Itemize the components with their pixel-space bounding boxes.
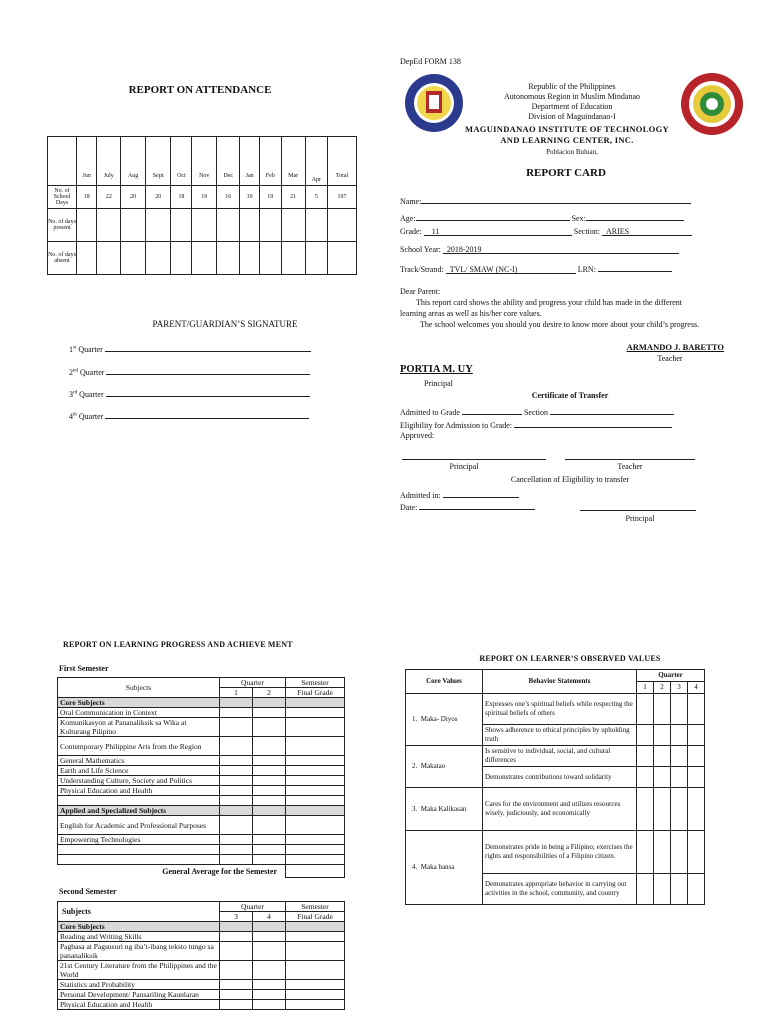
table-row: Reading and Writing Skills — [58, 932, 345, 942]
month-nov: Nov — [192, 137, 217, 186]
month-dec: Dec — [217, 137, 240, 186]
guardian-q3[interactable]: 3rd Quarter — [69, 387, 310, 399]
guardian-q2[interactable]: 2nd Quarter — [69, 365, 310, 377]
progress-title: REPORT ON LEARNING PROGRESS AND ACHIEVE MENT — [63, 640, 293, 649]
values-row: Demonstrates contributions toward solidarity — [406, 767, 705, 788]
transfer-eligibility[interactable]: Eligibility for Admission to Grade: — [400, 418, 672, 430]
report-card-title: REPORT CARD — [526, 167, 606, 179]
school-name: MAGUINDANAO INSTITUTE OF TECHNOLOGY AND LEARNING CENTER, INC. — [465, 124, 669, 145]
month-aug: Aug — [121, 137, 146, 186]
principal-signature-line[interactable] — [402, 459, 546, 460]
guardian-title: PARENT/GUARDIAN’S SIGNATURE — [152, 319, 298, 329]
cancel-principal: Principal — [625, 514, 655, 523]
guardian-q4[interactable]: 4th Quarter — [69, 409, 309, 421]
cancel-title: Cancellation of Eligibility to transfer — [510, 475, 630, 484]
values-row: Demonstrates appropriate behavior in carrying out activities in the school, community, and country — [406, 874, 705, 905]
table-row: General Mathematics — [58, 756, 345, 766]
first-semester-table: Subjects Quarter Semester 1 2 Final Grade Core Subjects Oral Communication in Context Komunikasyon at Pananaliksik sa Wika at Kulturang Pilipino Contemporary Philippine Arts from the Region General Mathematics Earth and Life Science Understanding Culture, Society and Politics Physical Education and Health Applied and Specialized Subjects English for Academic and Professional Purposes Empowering Technologies General Average for the Semester — [57, 677, 345, 878]
table-row: Understanding Culture, Society and Politics — [58, 776, 345, 786]
table-row: Physical Education and Health — [58, 1000, 345, 1010]
table-row: Statistics and Probability — [58, 980, 345, 990]
table-row: Komunikasyon at Pananaliksik sa Wika at Kulturang Pilipino — [58, 718, 345, 737]
values-row: 1. Maka- Diyos Expresses one’s spiritual beliefs while respecting the spiritual beliefs of others — [406, 694, 705, 725]
observed-values-table: Core Values Behavior Statements Quarter 1 2 3 4 1. Maka- Diyos Expresses one’s spiritual beliefs while respecting the spiritual beliefs of others Shows adherence to ethical principles by upholding truth 2. Makatao Is sensitive to individual, social, and cultural differences Demonstrates contributions toward solidarity 3. Maka Kalikasan Cares for the environment and utilizes resources wisely, judiciously, and economically 4. Maka bansa Demonstrates pride in being a Filipino; exercises the rights and responsibilities of a Filipino citizen. Demonstrates appropriate behavior in carrying out activities in the school, community, and country — [405, 669, 705, 905]
table-row: 21st Century Literature from the Philippines and the World — [58, 961, 345, 980]
principal-name: PORTIA M. UY — [400, 364, 473, 375]
month-jan: Jan — [240, 137, 260, 186]
header-lines: Republic of the Philippines Autonomous Region in Muslim Mindanao Department of Education Division of Maguindanao-I — [504, 82, 640, 121]
cancel-admitted[interactable]: Admitted in: — [400, 488, 519, 500]
cancel-date[interactable]: Date: — [400, 500, 535, 512]
month-feb: Feb — [259, 137, 281, 186]
parent-letter: Dear Parent: This report card shows the ability and progress your child has made in the different learning areas as well as his/her core values. The school welcomes you should you desire to know more about your child’s progress. — [400, 287, 700, 329]
month-total: Total — [328, 137, 357, 186]
teacher-signature-line[interactable] — [565, 459, 695, 460]
table-row: Physical Education and Health — [58, 786, 345, 796]
attendance-title: REPORT ON ATTENDANCE — [128, 84, 272, 96]
values-title: REPORT ON LEARNER’S OBSERVED VALUES — [479, 654, 661, 663]
general-average-row: General Average for the Semester — [58, 865, 345, 878]
transfer-title: Certificate of Transfer — [531, 391, 609, 400]
attendance-row-present: No. of days present — [48, 209, 357, 242]
transfer-admitted[interactable]: Admitted to Grade Section — [400, 405, 674, 417]
guardian-q1[interactable]: 1st Quarter — [69, 342, 311, 354]
transfer-principal: Principal — [449, 462, 479, 471]
transfer-approved: Approved: — [400, 431, 435, 440]
attendance-row-absent: No. of days absent — [48, 242, 357, 275]
month-jun: Jun — [77, 137, 97, 186]
values-row: Shows adherence to ethical principles by upholding truth — [406, 725, 705, 746]
second-semester-table: Subjects Quarter Semester 3 4 Final Grade Core Subjects Reading and Writing Skills Pagbasa at Pagsusuri ng iba’t-ibang teksto tungo sa pananaliksik 21st Century Literature from the Philippines and the World Statistics and Probability Personal Development/ Pansariling Kaunlaran Physical Education and Health — [57, 901, 345, 1010]
values-row: 4. Maka bansa Demonstrates pride in being a Filipino; exercises the rights and responsibilities of a Filipino citizen. — [406, 831, 705, 874]
table-row: Empowering Technologies — [58, 835, 345, 845]
name-field[interactable]: Name: — [400, 194, 691, 206]
attendance-header-row — [48, 137, 357, 186]
month-jul: July — [97, 137, 121, 186]
month-apr: Apr — [305, 137, 328, 186]
teacher-name: ARMANDO J. BARETTO — [626, 342, 724, 352]
first-semester-label: First Semester — [59, 664, 109, 673]
grade-section-field[interactable]: Grade: 11 Section: ARIES — [400, 227, 692, 236]
track-lrn-field[interactable]: Track/Strand: TVL/ SMAW (NC-I) LRN: — [400, 262, 672, 274]
attendance-table — [47, 136, 357, 275]
teacher-role: Teacher — [657, 354, 683, 363]
table-row: Pagbasa at Pagsusuri ng iba’t-ibang teksto tungo sa pananaliksik — [58, 942, 345, 961]
form-number: DepEd FORM 138 — [400, 57, 461, 66]
school-seal-icon — [680, 72, 744, 136]
month-oct: Oct — [171, 137, 192, 186]
values-row: 2. Makatao Is sensitive to individual, social, and cultural differences — [406, 746, 705, 767]
table-row: English for Academic and Professional Purposes — [58, 816, 345, 835]
school-year-field[interactable]: School Year: 2018-2019 — [400, 245, 679, 254]
table-row: Earth and Life Science — [58, 766, 345, 776]
school-address: Poblacion Buluan, — [546, 148, 598, 156]
attendance-row-school-days: No. of School Days 18 22 20 20 18 19 16 19 19 21 5 197 — [48, 186, 357, 209]
age-sex-field[interactable]: Age: Sex: — [400, 211, 684, 223]
cancel-principal-line[interactable] — [580, 510, 696, 511]
table-row: Personal Development/ Pansariling Kaunlaran — [58, 990, 345, 1000]
transfer-teacher: Teacher — [617, 462, 643, 471]
values-row: 3. Maka Kalikasan Cares for the environment and utilizes resources wisely, judiciously, and economically — [406, 788, 705, 831]
month-sep: Sept — [145, 137, 170, 186]
principal-role: Principal — [424, 379, 453, 388]
second-semester-label: Second Semester — [59, 887, 117, 896]
table-row: Oral Communication in Context — [58, 708, 345, 718]
table-row: Contemporary Philippine Arts from the Region — [58, 737, 345, 756]
month-mar: Mar — [281, 137, 305, 186]
